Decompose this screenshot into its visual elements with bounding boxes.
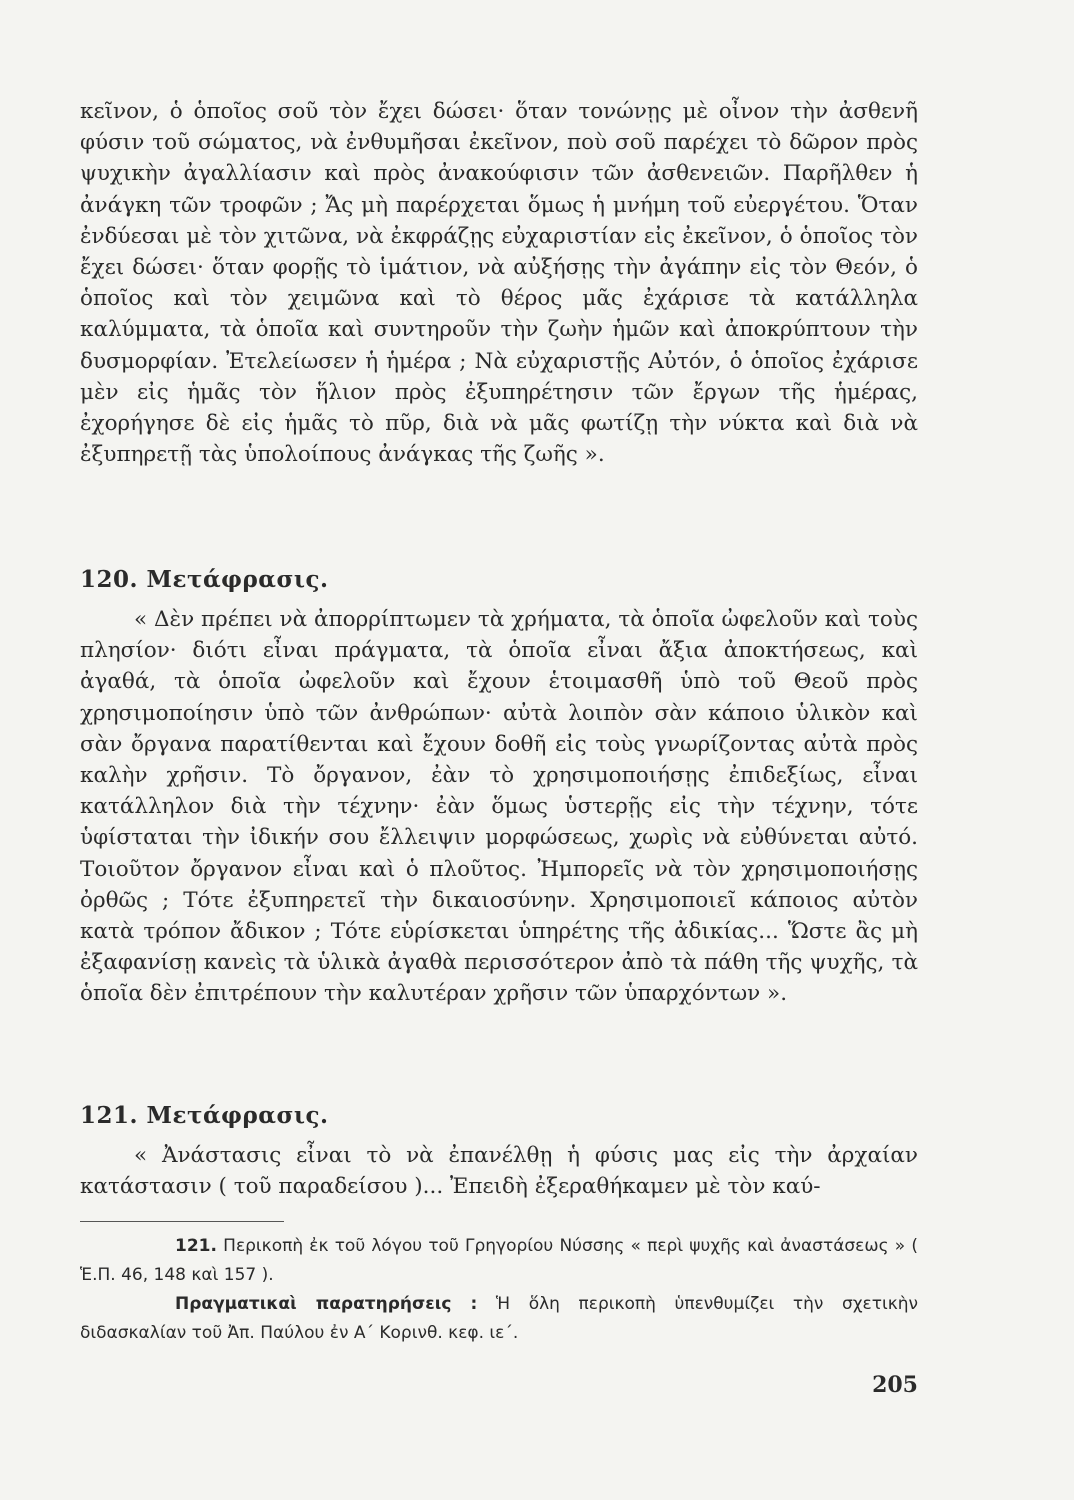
section-121-text: « Ἀνάστασις εἶναι τὸ νὰ ἐπανέλθῃ ἡ φύσις μας εἰς τὴν ἀρχαίαν κατάστασιν ( τοῦ παραδείσου )... Ἐπειδὴ ἐξεραθήκαμεν μὲ τὸν καύ- (80, 1143, 918, 1200)
section-120-text: « Δὲν πρέπει νὰ ἀπορρίπτωμεν τὰ χρήματα, τὰ ὁποῖα ὠφελοῦν καὶ τοὺς πλησίον· διότι εἶναι πράγματα, τὰ ὁποῖα εἶναι ἄξια ἀποκτήσεως, καὶ ἀγαθά, τὰ ὁποῖα ὠφελοῦν καὶ ἔχουν ἑτοιμασθῆ ὑπὸ τοῦ Θεοῦ πρὸς χρησιμοποίησιν ὑπὸ τῶν ἀνθρώπων· αὐτὰ λοιπὸν σὰν κάποιο ὑλικὸν καὶ σὰν ὄργανα παρατίθενται καὶ ἔχουν δοθῆ εἰς τοὺς γνωρίζοντας αὐτὰ πρὸς καλὴν χρῆσιν. Τὸ ὄργανον, ἐὰν τὸ χρησιμοποιήσῃς ἐπιδεξίως, εἶναι κατάλληλον διὰ τὴν τέχνην· ἐὰν ὅμως ὑστερῇς εἰς τὴν τέχνην, τότε ὑφίσταται τὴν ἰδικήν σου ἔλλειψιν μορφώσεως, χωρὶς νὰ εὐθύνεται αὐτό. Τοιοῦτον ὄργανον εἶναι καὶ ὁ πλοῦτος. Ἠμπορεῖς νὰ τὸν χρησιμοποιήσῃς ὀρθῶς ; Τότε ἐξυπηρετεῖ τὴν δικαιοσύνην. Χρησιμοποιεῖ κάποιος αὐτὸν κατὰ τρόπον ἄδικον ; Τότε εὑρίσκεται ὑπηρέτης τῆς ἀδικίας... Ὥστε ἂς μὴ ἐξαφανίσῃ κανεὶς τὰ ὑλικὰ ἀγαθὰ περισσότερον ἀπὸ τὰ πάθη τῆς ψυχῆς, τὰ ὁποῖα δὲν ἐπιτρέπουν τὴν καλυτέραν χρῆσιν τῶν ὑπαρχόντων ». (80, 607, 918, 1007)
section-120-heading: 120. Μετάφρασις. (80, 566, 329, 593)
footnotes (80, 1232, 918, 1348)
section-121-body (80, 1140, 918, 1202)
remarks-label: Πραγματικαὶ παρατηρήσεις : (175, 1294, 478, 1314)
paragraph-top: κεῖνον, ὁ ὁποῖος σοῦ τὸν ἔχει δώσει· ὅταν τονώνῃς μὲ οἶνον τὴν ἀσθενῆ φύσιν τοῦ σώματος, νὰ ἐνθυμῆσαι ἐκεῖνον, ποὺ σοῦ παρέχει τὸ δῶρον πρὸς ψυχικὴν ἀγαλλίασιν καὶ πρὸς ἀνακούφισιν τῶν ἀσθενειῶν. Παρῆλθεν ἡ ἀνάγκη τῶν τροφῶν ; Ἄς μὴ παρέρχεται ὅμως ἡ μνήμη τοῦ εὐεργέτου. Ὅταν ἐνδύεσαι μὲ τὸν χιτῶνα, νὰ ἐκφράζῃς εὐχαριστίαν εἰς ἐκεῖνον, ὁ ὁποῖος τὸν ἔχει δώσει· ὅταν φορῇς τὸ ἱμάτιον, νὰ αὐξήσῃς τὴν ἀγάπην εἰς τὸν Θεόν, ὁ ὁποῖος καὶ τὸν χειμῶνα καὶ τὸ θέρος μᾶς ἐχάρισε τὰ κατάλληλα καλύμματα, τὰ ὁποῖα καὶ συντηροῦν τὴν ζωὴν ἡμῶν καὶ ἀποκρύπτουν τὴν δυσμορφίαν. Ἐτελείωσεν ἡ ἡμέρα ; Νὰ εὐχαριστῇς Αὐτόν, ὁ ὁποῖος ἐχάρισε μὲν εἰς ἡμᾶς τὸν ἥλιον πρὸς ἐξυπηρέτησιν τῶν ἔργων τῆς ἡμέρας, ἐχορήγησε δὲ εἰς ἡμᾶς τὸ πῦρ, διὰ νὰ μᾶς φωτίζῃ τὴν νύκτα καὶ διὰ νὰ ἐξυπηρετῇ τὰς ὑπολοίπους ἀνάγκας τῆς ζωῆς ». (80, 99, 918, 468)
section-120-body (80, 604, 918, 1010)
continued-paragraph (80, 96, 918, 470)
footnote-number: 121. (175, 1236, 217, 1256)
remarks-text: Ἡ ὅλη περικοπὴ ὑπενθυμίζει τὴν σχετικὴν διδασκαλίαν τοῦ Ἀπ. Παύλου ἐν Α΄ Κορινθ. κεφ. ιε΄. (80, 1294, 919, 1343)
section-121-heading: 121. Μετάφρασις. (80, 1102, 329, 1129)
footnote-121 (80, 1232, 918, 1290)
footnote-text: Περικοπὴ ἐκ τοῦ λόγου τοῦ Γρηγορίου Νύσσης « περὶ ψυχῆς καὶ ἀναστάσεως » ( Ἑ.Π. 46, 148 καὶ 157 ). (80, 1236, 918, 1285)
page-number: 205 (872, 1372, 918, 1398)
footnote-remarks (80, 1290, 918, 1348)
footnote-divider (80, 1221, 284, 1222)
